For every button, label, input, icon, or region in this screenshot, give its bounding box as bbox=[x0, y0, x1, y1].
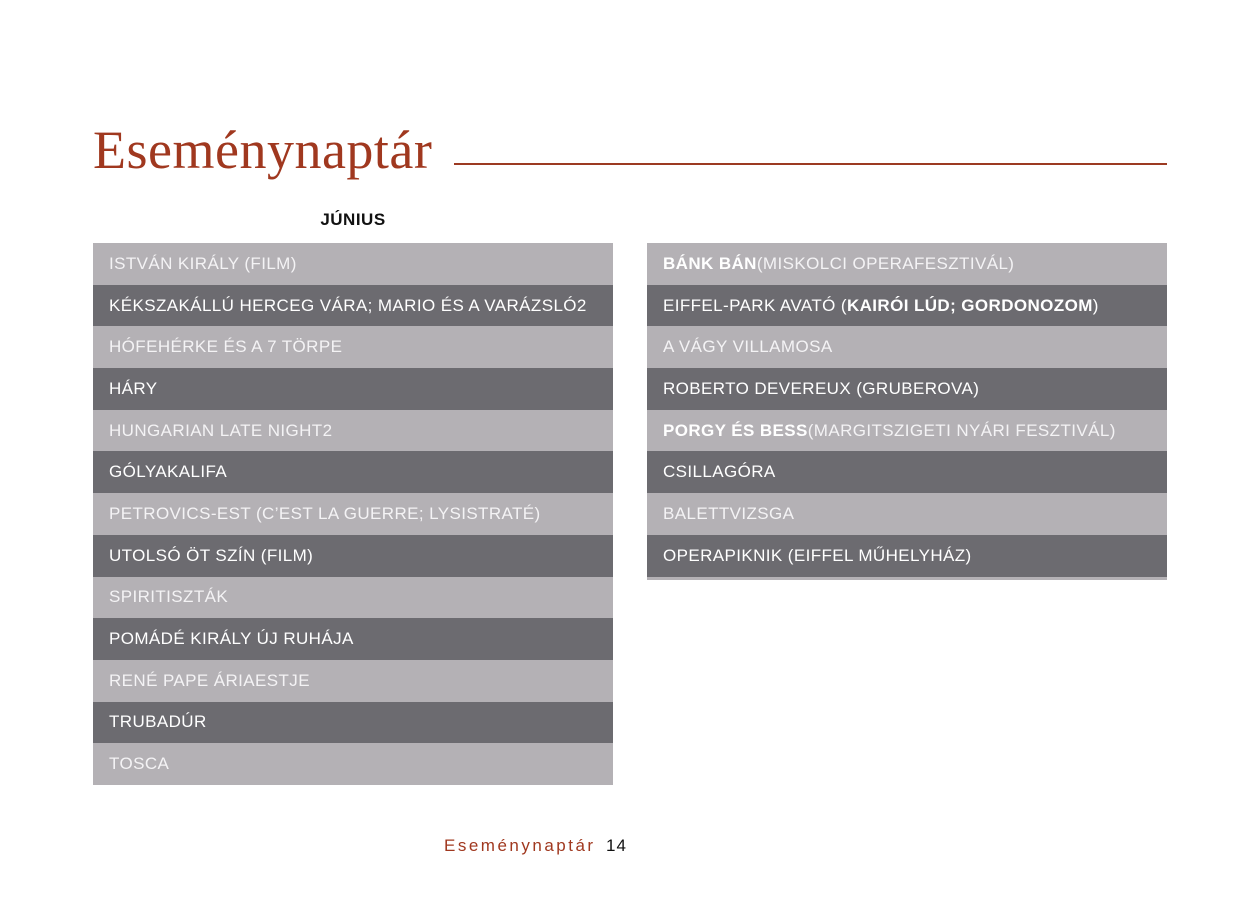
right-event-list bbox=[647, 243, 1167, 580]
event-row: TRUBADÚR bbox=[93, 702, 613, 744]
event-detail: (MARGITSZIGETI NYÁRI FESZTIVÁL) bbox=[807, 420, 1116, 440]
event-row: UTOLSÓ ÖT SZÍN (FILM) bbox=[93, 535, 613, 577]
event-row bbox=[647, 410, 1167, 452]
page-title: Eseménynaptár bbox=[93, 120, 433, 180]
event-suffix: ) bbox=[1092, 295, 1099, 315]
event-row: A VÁGY VILLAMOSA bbox=[647, 326, 1167, 368]
event-row: ROBERTO DEVEREUX (GRUBEROVA) bbox=[647, 368, 1167, 410]
page-number: 14 bbox=[606, 836, 627, 855]
left-event-list bbox=[93, 243, 613, 785]
event-title-bold: PORGY ÉS BESS bbox=[663, 420, 808, 440]
event-row: HÁRY bbox=[93, 368, 613, 410]
event-row: TOSCA bbox=[93, 743, 613, 785]
event-row: HÓFEHÉRKE ÉS A 7 TÖRPE bbox=[93, 326, 613, 368]
event-row: HUNGARIAN LATE NIGHT2 bbox=[93, 410, 613, 452]
event-detail: (MISKOLCI OPERAFESZTIVÁL) bbox=[756, 253, 1015, 273]
event-row: RENÉ PAPE ÁRIAESTJE bbox=[93, 660, 613, 702]
event-row: CSILLAGÓRA bbox=[647, 451, 1167, 493]
footer-section-label: Eseménynaptár bbox=[444, 836, 596, 855]
event-title-bold: BÁNK BÁN bbox=[663, 253, 757, 273]
event-row: BALETTVIZSGA bbox=[647, 493, 1167, 535]
event-row: ISTVÁN KIRÁLY (FILM) bbox=[93, 243, 613, 285]
event-row: POMÁDÉ KIRÁLY ÚJ RUHÁJA bbox=[93, 618, 613, 660]
event-row: GÓLYAKALIFA bbox=[93, 451, 613, 493]
event-row: KÉKSZAKÁLLÚ HERCEG VÁRA; MARIO ÉS A VARÁZSLÓ2 bbox=[93, 285, 613, 327]
event-row: SPIRITISZTÁK bbox=[93, 577, 613, 619]
event-row: OPERAPIKNIK (EIFFEL MŰHELYHÁZ) bbox=[647, 535, 1167, 577]
event-title-bold: KAIRÓI LÚD; GORDONOZOM bbox=[846, 295, 1093, 315]
event-row bbox=[647, 243, 1167, 285]
title-rule bbox=[454, 163, 1167, 165]
event-row: PETROVICS-EST (C’EST LA GUERRE; LYSISTRATÉ) bbox=[93, 493, 613, 535]
month-heading: JÚNIUS bbox=[320, 210, 386, 229]
event-prefix: EIFFEL-PARK AVATÓ ( bbox=[663, 295, 847, 315]
event-row bbox=[647, 285, 1167, 327]
